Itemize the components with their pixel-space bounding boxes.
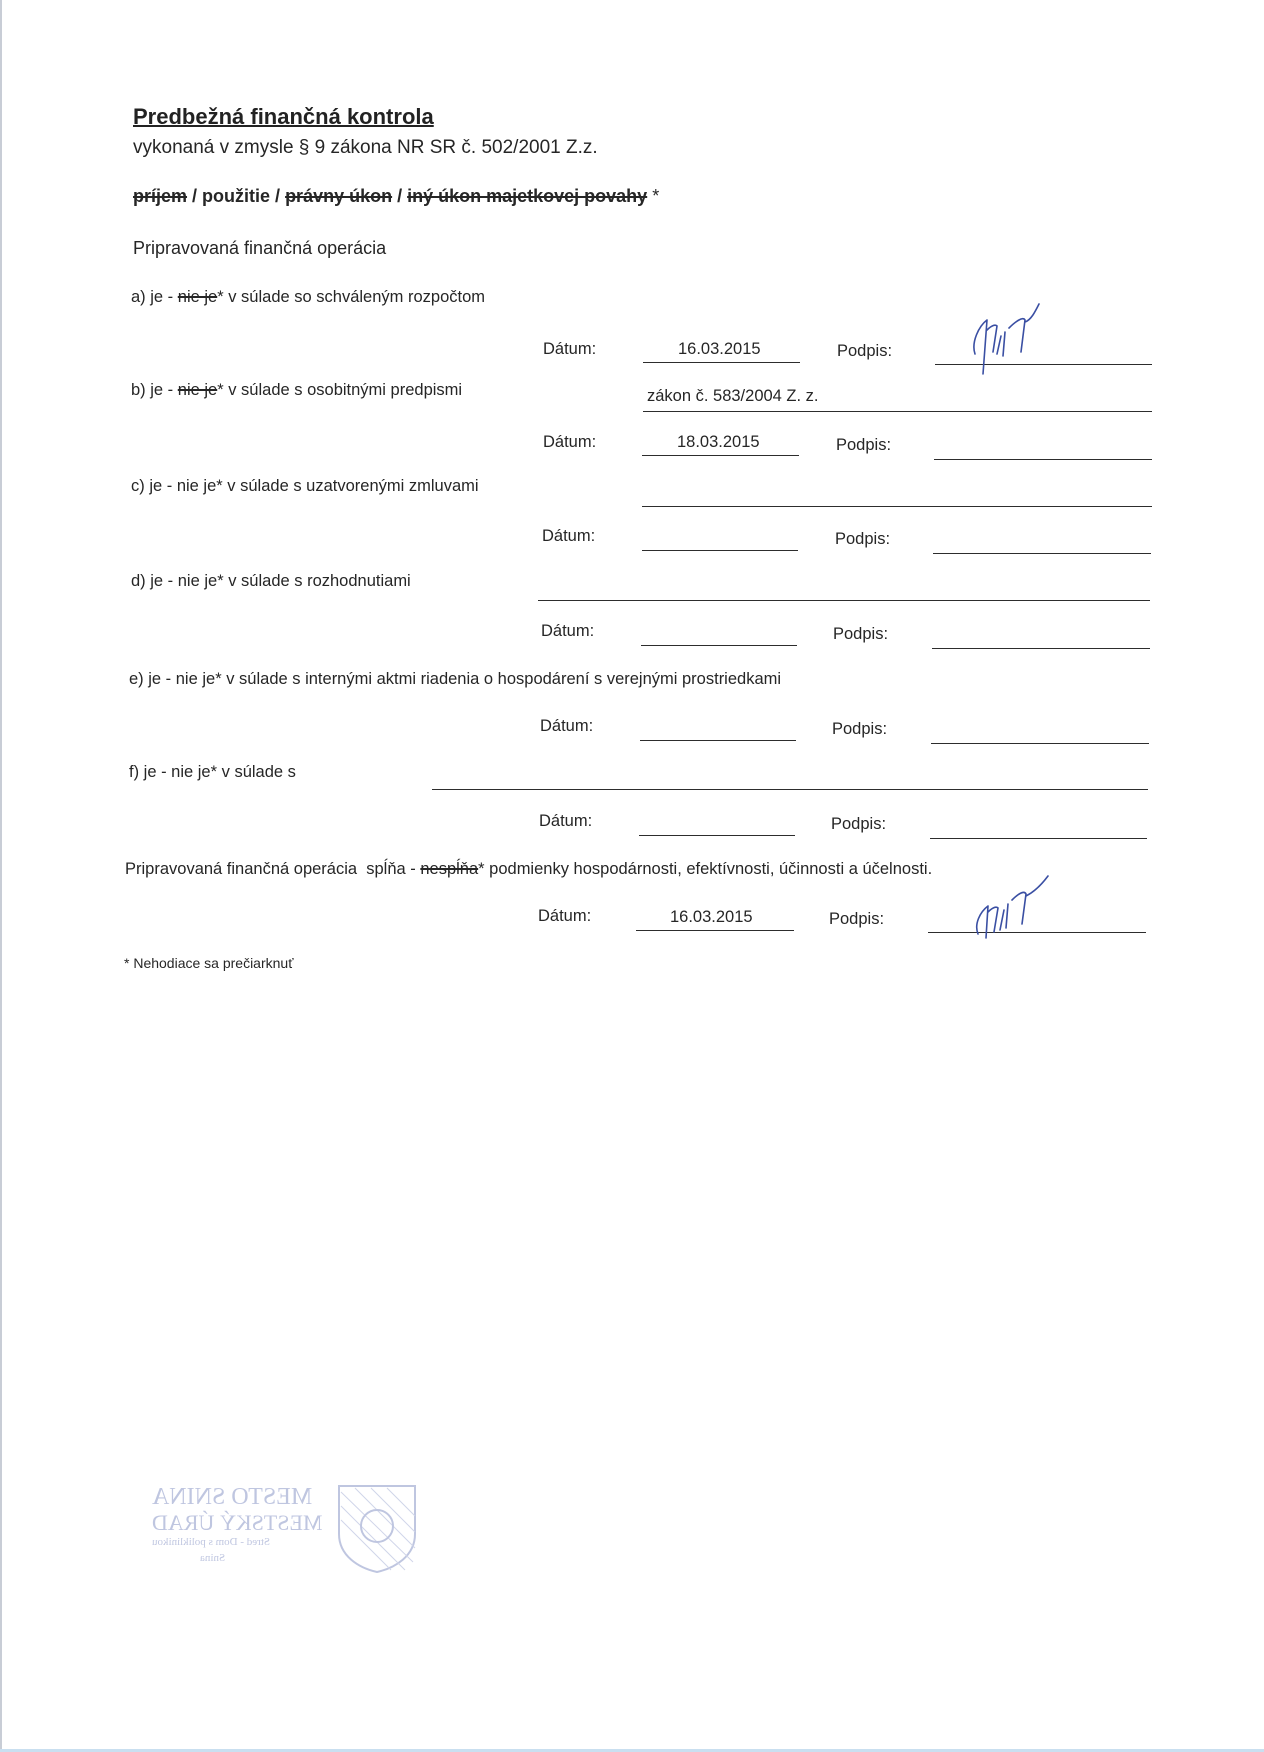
- footnote: * Nehodiace sa prečiarknuť: [124, 955, 294, 971]
- option-legal-act: právny úkon: [285, 186, 393, 206]
- item-f-line: [432, 789, 1148, 790]
- intro-text: Pripravovaná finančná operácia: [133, 238, 387, 258]
- sign-label-f: Podpis:: [831, 815, 887, 833]
- item-b-negative: nie je: [177, 381, 218, 399]
- date-label-e: Dátum:: [540, 717, 594, 735]
- sign-line-c: [933, 553, 1151, 554]
- date-label-final: Dátum:: [538, 907, 592, 925]
- date-line-f: [639, 835, 795, 836]
- sign-label-final: Podpis:: [829, 910, 885, 928]
- sign-line-b: [934, 459, 1152, 460]
- separator: /: [187, 186, 203, 206]
- item-a-prefix: a) je -: [131, 288, 178, 306]
- date-line-d: [641, 645, 797, 646]
- date-line-b: [642, 455, 799, 456]
- document-title: Predbežná finančná kontrola: [133, 104, 434, 129]
- item-b-line: [643, 411, 1152, 412]
- date-line-final: [636, 930, 794, 931]
- item-b: [131, 381, 462, 400]
- signature-a: [965, 302, 1085, 380]
- conclusion-text: * podmienky hospodárnosti, efektívnosti, účinnosti a účelnosti.: [478, 860, 933, 878]
- stamp-line-3: Stred - Dom s poliklinikou: [152, 1536, 270, 1548]
- conclusion-negative: nespĺňa: [420, 860, 479, 878]
- coat-of-arms-icon: [335, 1482, 419, 1574]
- option-income: príjem: [133, 186, 188, 206]
- item-d: d) je - nie je* v súlade s rozhodnutiami: [131, 572, 411, 590]
- document-subtitle: vykonaná v zmysle § 9 zákona NR SR č. 502/2001 Z.z.: [133, 137, 598, 158]
- stamp-line-1: MESTO SNINA: [152, 1484, 313, 1510]
- item-d-line: [538, 600, 1150, 601]
- sign-label-d: Podpis:: [833, 625, 889, 643]
- sign-label-c: Podpis:: [835, 530, 891, 548]
- item-b-text: * v súlade s osobitnými predpismi: [217, 381, 463, 399]
- date-label-f: Dátum:: [539, 812, 593, 830]
- item-b-law: zákon č. 583/2004 Z. z.: [647, 387, 819, 405]
- date-line-c: [642, 550, 798, 551]
- sign-line-f: [930, 838, 1147, 839]
- conclusion: [125, 860, 932, 879]
- item-a-text: * v súlade so schváleným rozpočtom: [217, 288, 486, 306]
- sign-label-a: Podpis:: [837, 342, 893, 360]
- sign-label-b: Podpis:: [836, 436, 892, 454]
- item-c-line: [642, 506, 1152, 507]
- item-a-negative: nie je: [177, 288, 218, 306]
- item-a: [131, 288, 485, 307]
- date-line-e: [640, 740, 796, 741]
- conclusion-prefix: Pripravovaná finančná operácia spĺňa -: [125, 860, 421, 878]
- official-stamp: [140, 1480, 430, 1576]
- item-b-prefix: b) je -: [131, 381, 178, 399]
- date-label-d: Dátum:: [541, 622, 595, 640]
- scan-edge-left: [0, 0, 2, 1752]
- item-f: f) je - nie je* v súlade s: [129, 763, 296, 781]
- signature-final: [970, 872, 1070, 944]
- stamp-line-2: MESTSKÝ ÚRAD: [152, 1510, 323, 1535]
- date-label-a: Dátum:: [543, 340, 597, 358]
- sign-line-e: [931, 743, 1149, 744]
- sign-line-d: [932, 648, 1150, 649]
- date-label-c: Dátum:: [542, 527, 596, 545]
- date-value-final: 16.03.2015: [670, 908, 753, 926]
- sign-label-e: Podpis:: [832, 720, 888, 738]
- item-c: c) je - nie je* v súlade s uzatvorenými zmluvami: [131, 477, 479, 495]
- date-value-a: 16.03.2015: [678, 340, 761, 358]
- item-e: e) je - nie je* v súlade s internými aktmi riadenia o hospodárení s verejnými prostriedkami: [129, 670, 782, 688]
- separator: /: [270, 186, 286, 206]
- date-line-a: [643, 362, 800, 363]
- operation-type-line: [133, 186, 659, 207]
- date-label-b: Dátum:: [543, 433, 597, 451]
- option-other-act: iný úkon majetkovej povahy: [407, 186, 648, 206]
- stamp-line-4: Snina: [200, 1552, 226, 1564]
- option-use: použitie: [202, 186, 271, 206]
- date-value-b: 18.03.2015: [677, 433, 760, 451]
- asterisk: *: [647, 186, 660, 206]
- separator: /: [392, 186, 408, 206]
